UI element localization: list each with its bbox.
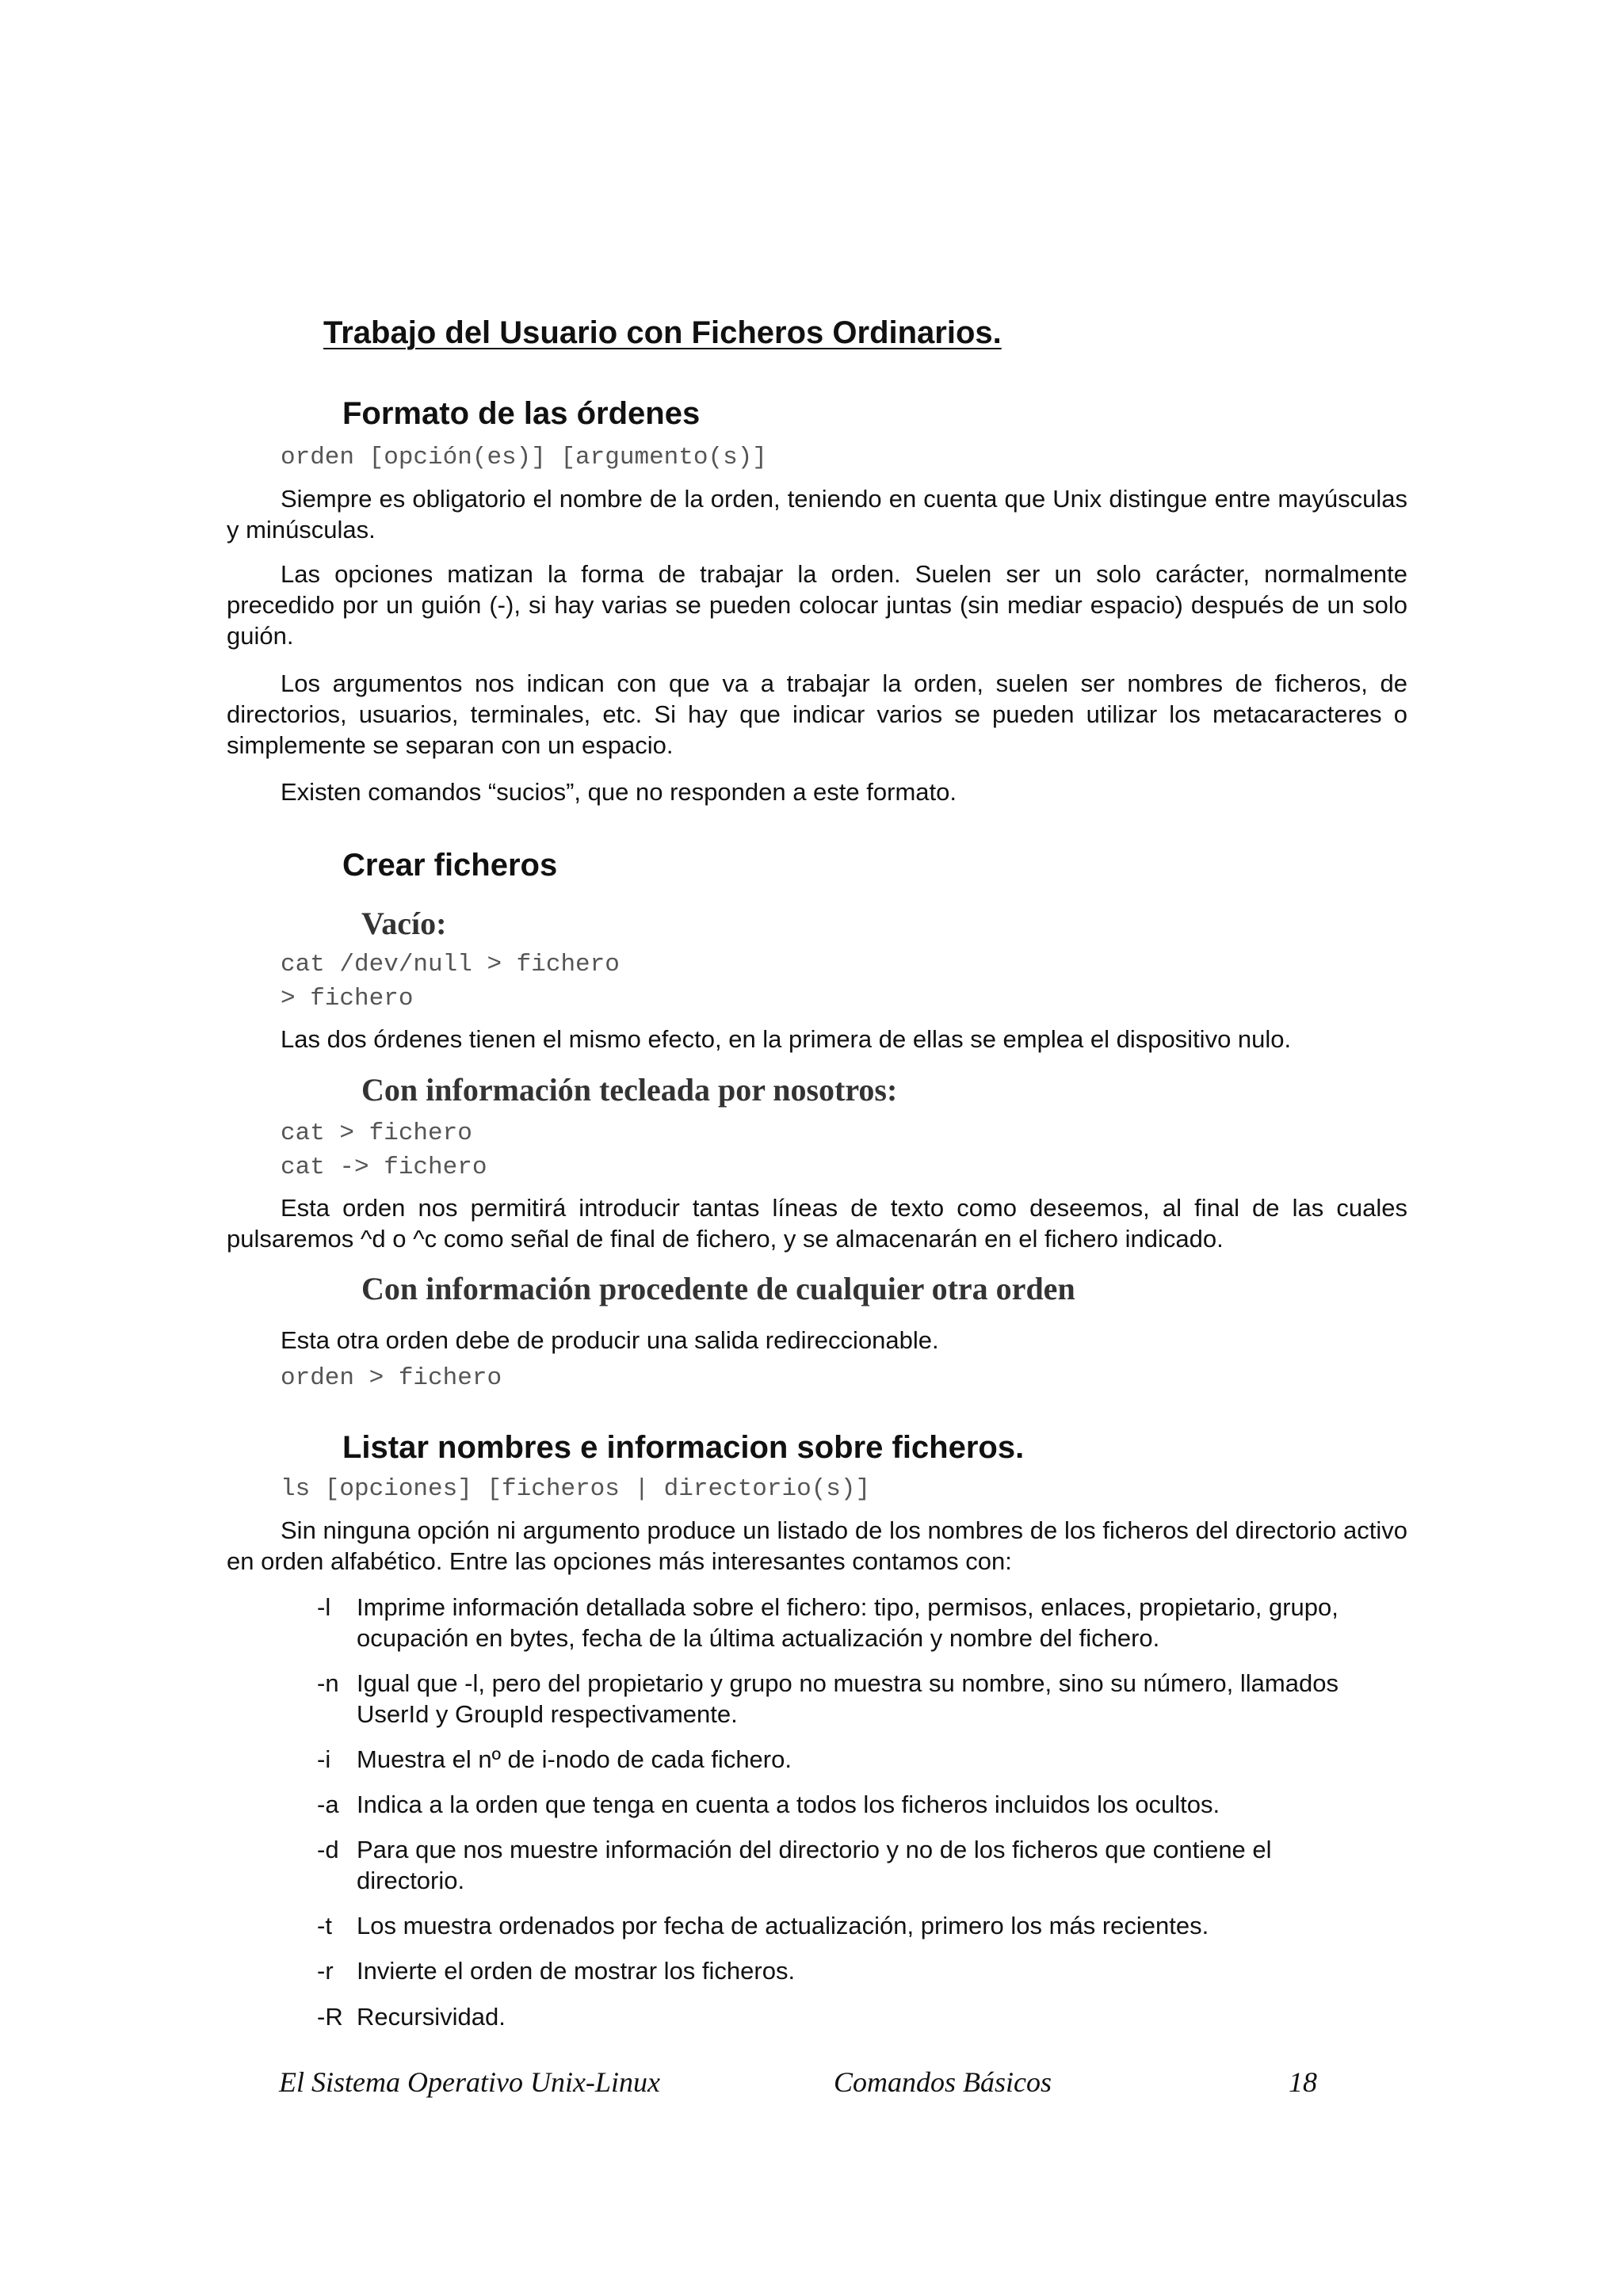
paragraph-listar: Sin ninguna opción ni argumento produce un listado de los nombres de los ficheros del directorio activo en orden alfabético. Entre las opciones más interesantes contamos con: — [227, 1516, 1407, 1575]
option-d: -d Para que nos muestre información del directorio y no de los ficheros que contiene el directorio. — [317, 1836, 1272, 1894]
option-t: -t Los muestra ordenados por fecha de actualización, primero los más recientes. — [317, 1912, 1209, 1939]
option-n: -n Igual que -l, pero del propietario y grupo no muestra su nombre, sino su número, llamados UserId y GroupId respectivamente. — [317, 1669, 1338, 1728]
option-l: -l Imprime información detallada sobre el fichero: tipo, permisos, enlaces, propietario, grupo, ocupación en bytes, fecha de la última actualización y nombre del fichero. — [317, 1593, 1338, 1652]
code-cat-dev-null: cat /dev/null > fichero — [281, 951, 620, 978]
paragraph-argumentos: Los argumentos nos indican con que va a trabajar la orden, suelen ser nombres de ficheros, de directorios, usuarios, terminales, etc. Si hay que indicar varios se pueden utilizar los metacaracteres o simplemente se separan con un espacio. — [227, 669, 1407, 759]
paragraph-obligatorio: Siempre es obligatorio el nombre de la orden, teniendo en cuenta que Unix distingue entre mayúsculas y minúsculas. — [227, 485, 1407, 543]
heading-vacio: Vacío: — [361, 906, 447, 941]
code-cat-fichero: cat > fichero — [281, 1119, 472, 1147]
heading-listar: Listar nombres e informacion sobre ficheros. — [342, 1430, 1025, 1465]
paragraph-tecleada: Esta orden nos permitirá introducir tantas líneas de texto como deseemos, al final de las cuales pulsaremos ^d o ^c como señal de final de fichero, y se almacenarán en el fichero indicado. — [227, 1194, 1407, 1253]
paragraph-otra-orden: Esta otra orden debe de producir una salida redireccionable. — [281, 1326, 939, 1354]
footer-book-title: El Sistema Operativo Unix-Linux — [279, 2066, 660, 2098]
footer-chapter: Comandos Básicos — [834, 2066, 1052, 2098]
paragraph-sucios: Existen comandos “sucios”, que no responden a este formato. — [281, 778, 957, 806]
section-title: Trabajo del Usuario con Ficheros Ordinarios. — [323, 315, 1002, 350]
code-orden-syntax: orden [opción(es)] [argumento(s)] — [281, 444, 767, 471]
option-i: -i Muestra el nº de i-nodo de cada fichero. — [317, 1745, 792, 1773]
option-r: -r Invierte el orden de mostrar los ficheros. — [317, 1957, 796, 1985]
code-cat-arrow-fichero: cat -> fichero — [281, 1154, 487, 1181]
paragraph-vacio: Las dos órdenes tienen el mismo efecto, en la primera de ellas se emplea el dispositivo nulo. — [281, 1025, 1292, 1053]
heading-tecleada: Con información tecleada por nosotros: — [361, 1072, 898, 1108]
option-a: -a Indica a la orden que tenga en cuenta a todos los ficheros incluidos los ocultos. — [317, 1791, 1220, 1818]
code-ls-syntax: ls [opciones] [ficheros | directorio(s)] — [281, 1475, 871, 1503]
code-orden-fichero: orden > fichero — [281, 1364, 502, 1392]
code-redirect-fichero: > fichero — [281, 985, 414, 1013]
heading-formato: Formato de las órdenes — [342, 396, 701, 431]
footer-page-number: 18 — [1289, 2066, 1317, 2098]
paragraph-opciones: Las opciones matizan la forma de trabajar la orden. Suelen ser un solo carácter, normalmente precedido por un guión (-), si hay varias se pueden colocar juntas (sin mediar espacio) después de un solo guión. — [227, 560, 1407, 650]
heading-crear-ficheros: Crear ficheros — [342, 848, 558, 883]
heading-otra-orden: Con información procedente de cualquier otra orden — [361, 1271, 1075, 1306]
option-R: -R Recursividad. — [317, 2003, 506, 2031]
